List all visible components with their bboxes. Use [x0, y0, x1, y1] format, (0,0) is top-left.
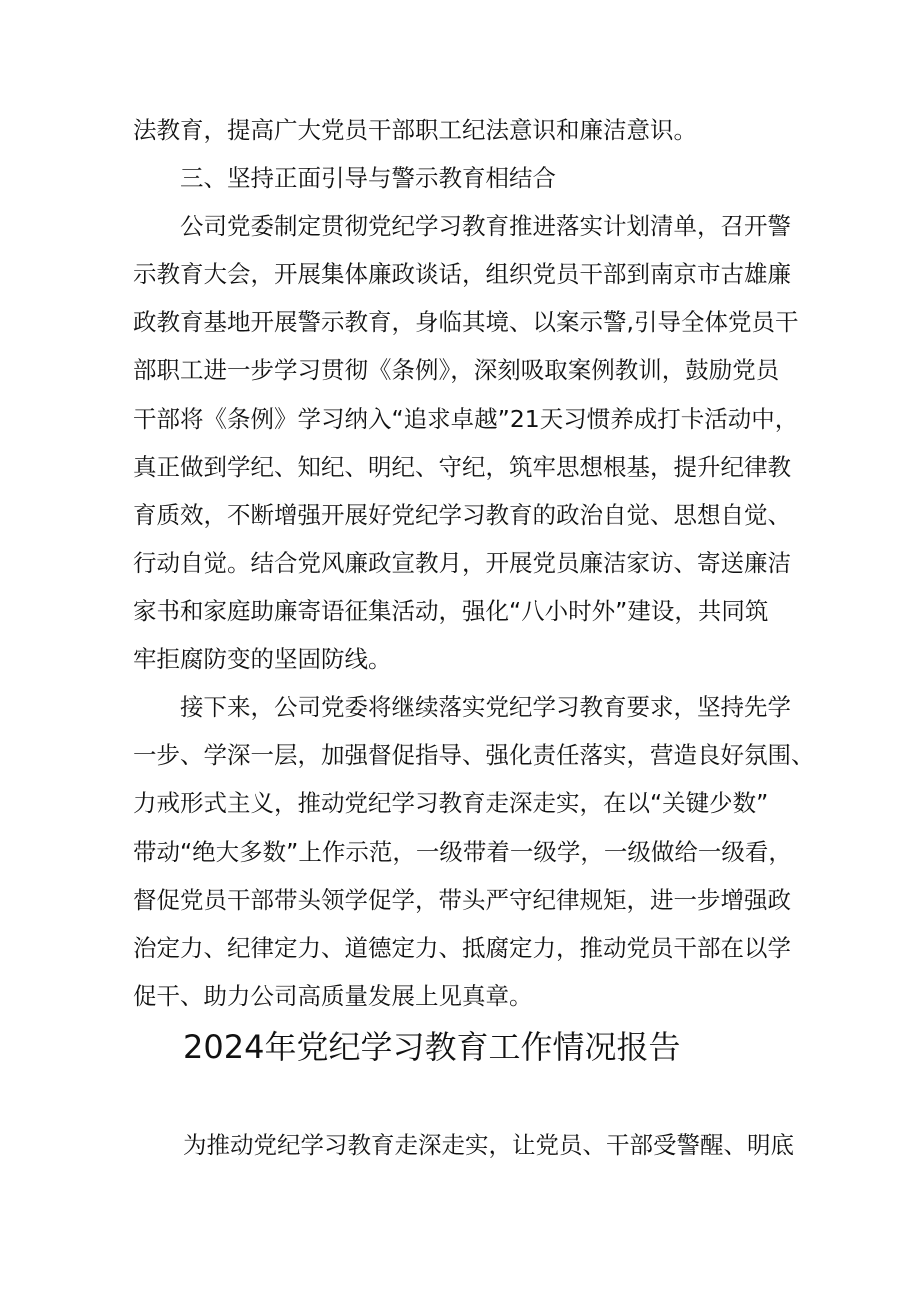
text-line-19: 促干、助力公司高质量发展上见真章。 — [133, 982, 533, 1010]
text-line-7: 干部将《条例》学习纳入“追求卓越”21天习惯养成打卡活动中， — [133, 405, 799, 433]
text-line-8: 真正做到学纪、知纪、明纪、守纪，筑牢思想根基，提升纪律教 — [133, 453, 791, 481]
text-line-17: 督促党员干部带头领学促学，带头严守纪律规矩，进一步增强政 — [133, 886, 791, 914]
text-line-4: 示教育大会，开展集体廉政谈话，组织党员干部到南京市古雄廉 — [133, 260, 791, 288]
text-line-16: 带动“绝大多数”上作示范，一级带着一级学，一级做给一级看， — [133, 838, 792, 866]
text-line-last: 为推动党纪学习教育走深走实，让党员、干部受警醒、明底 — [183, 1131, 794, 1159]
text-line-10: 行动自觉。结合党风廉政宣教月，开展党员廉洁家访、寄送廉洁 — [133, 549, 791, 577]
text-line-14: 一步、学深一层，加强督促指导、强化责任落实，营造良好氛围、 — [133, 741, 815, 769]
text-line-15: 力戒形式主义，推动党纪学习教育走深走实，在以“关键少数” — [133, 789, 769, 817]
text-line-13: 接下来，公司党委将继续落实党纪学习教育要求，坚持先学 — [180, 693, 791, 721]
text-line-12: 牢拒腐防变的坚固防线。 — [133, 645, 392, 673]
text-line-5: 政教育基地开展警示教育，身临其境、以案示警,引导全体党员干 — [133, 308, 799, 336]
text-line-3: 公司党委制定贯彻党纪学习教育推进落实计划清单，召开警 — [180, 212, 791, 240]
text-line-1: 法教育，提高广大党员干部职工纪法意识和廉洁意识。 — [133, 116, 697, 144]
text-line-6: 部职工进一步学习贯彻《条例》，深刻吸取案例教训，鼓励党员 — [133, 356, 780, 384]
section-heading-3: 三、坚持正面引导与警示教育相结合 — [180, 164, 556, 192]
report-title: 2024年党纪学习教育工作情况报告 — [183, 1028, 681, 1066]
text-line-18: 治定力、纪律定力、道德定力、抵腐定力，推动党员干部在以学 — [133, 934, 791, 962]
text-line-9: 育质效，不断增强开展好党纪学习教育的政治自觉、思想自觉、 — [133, 501, 791, 529]
text-line-11: 家书和家庭助廉寄语征集活动，强化“八小时外”建设，共同筑 — [133, 597, 769, 625]
